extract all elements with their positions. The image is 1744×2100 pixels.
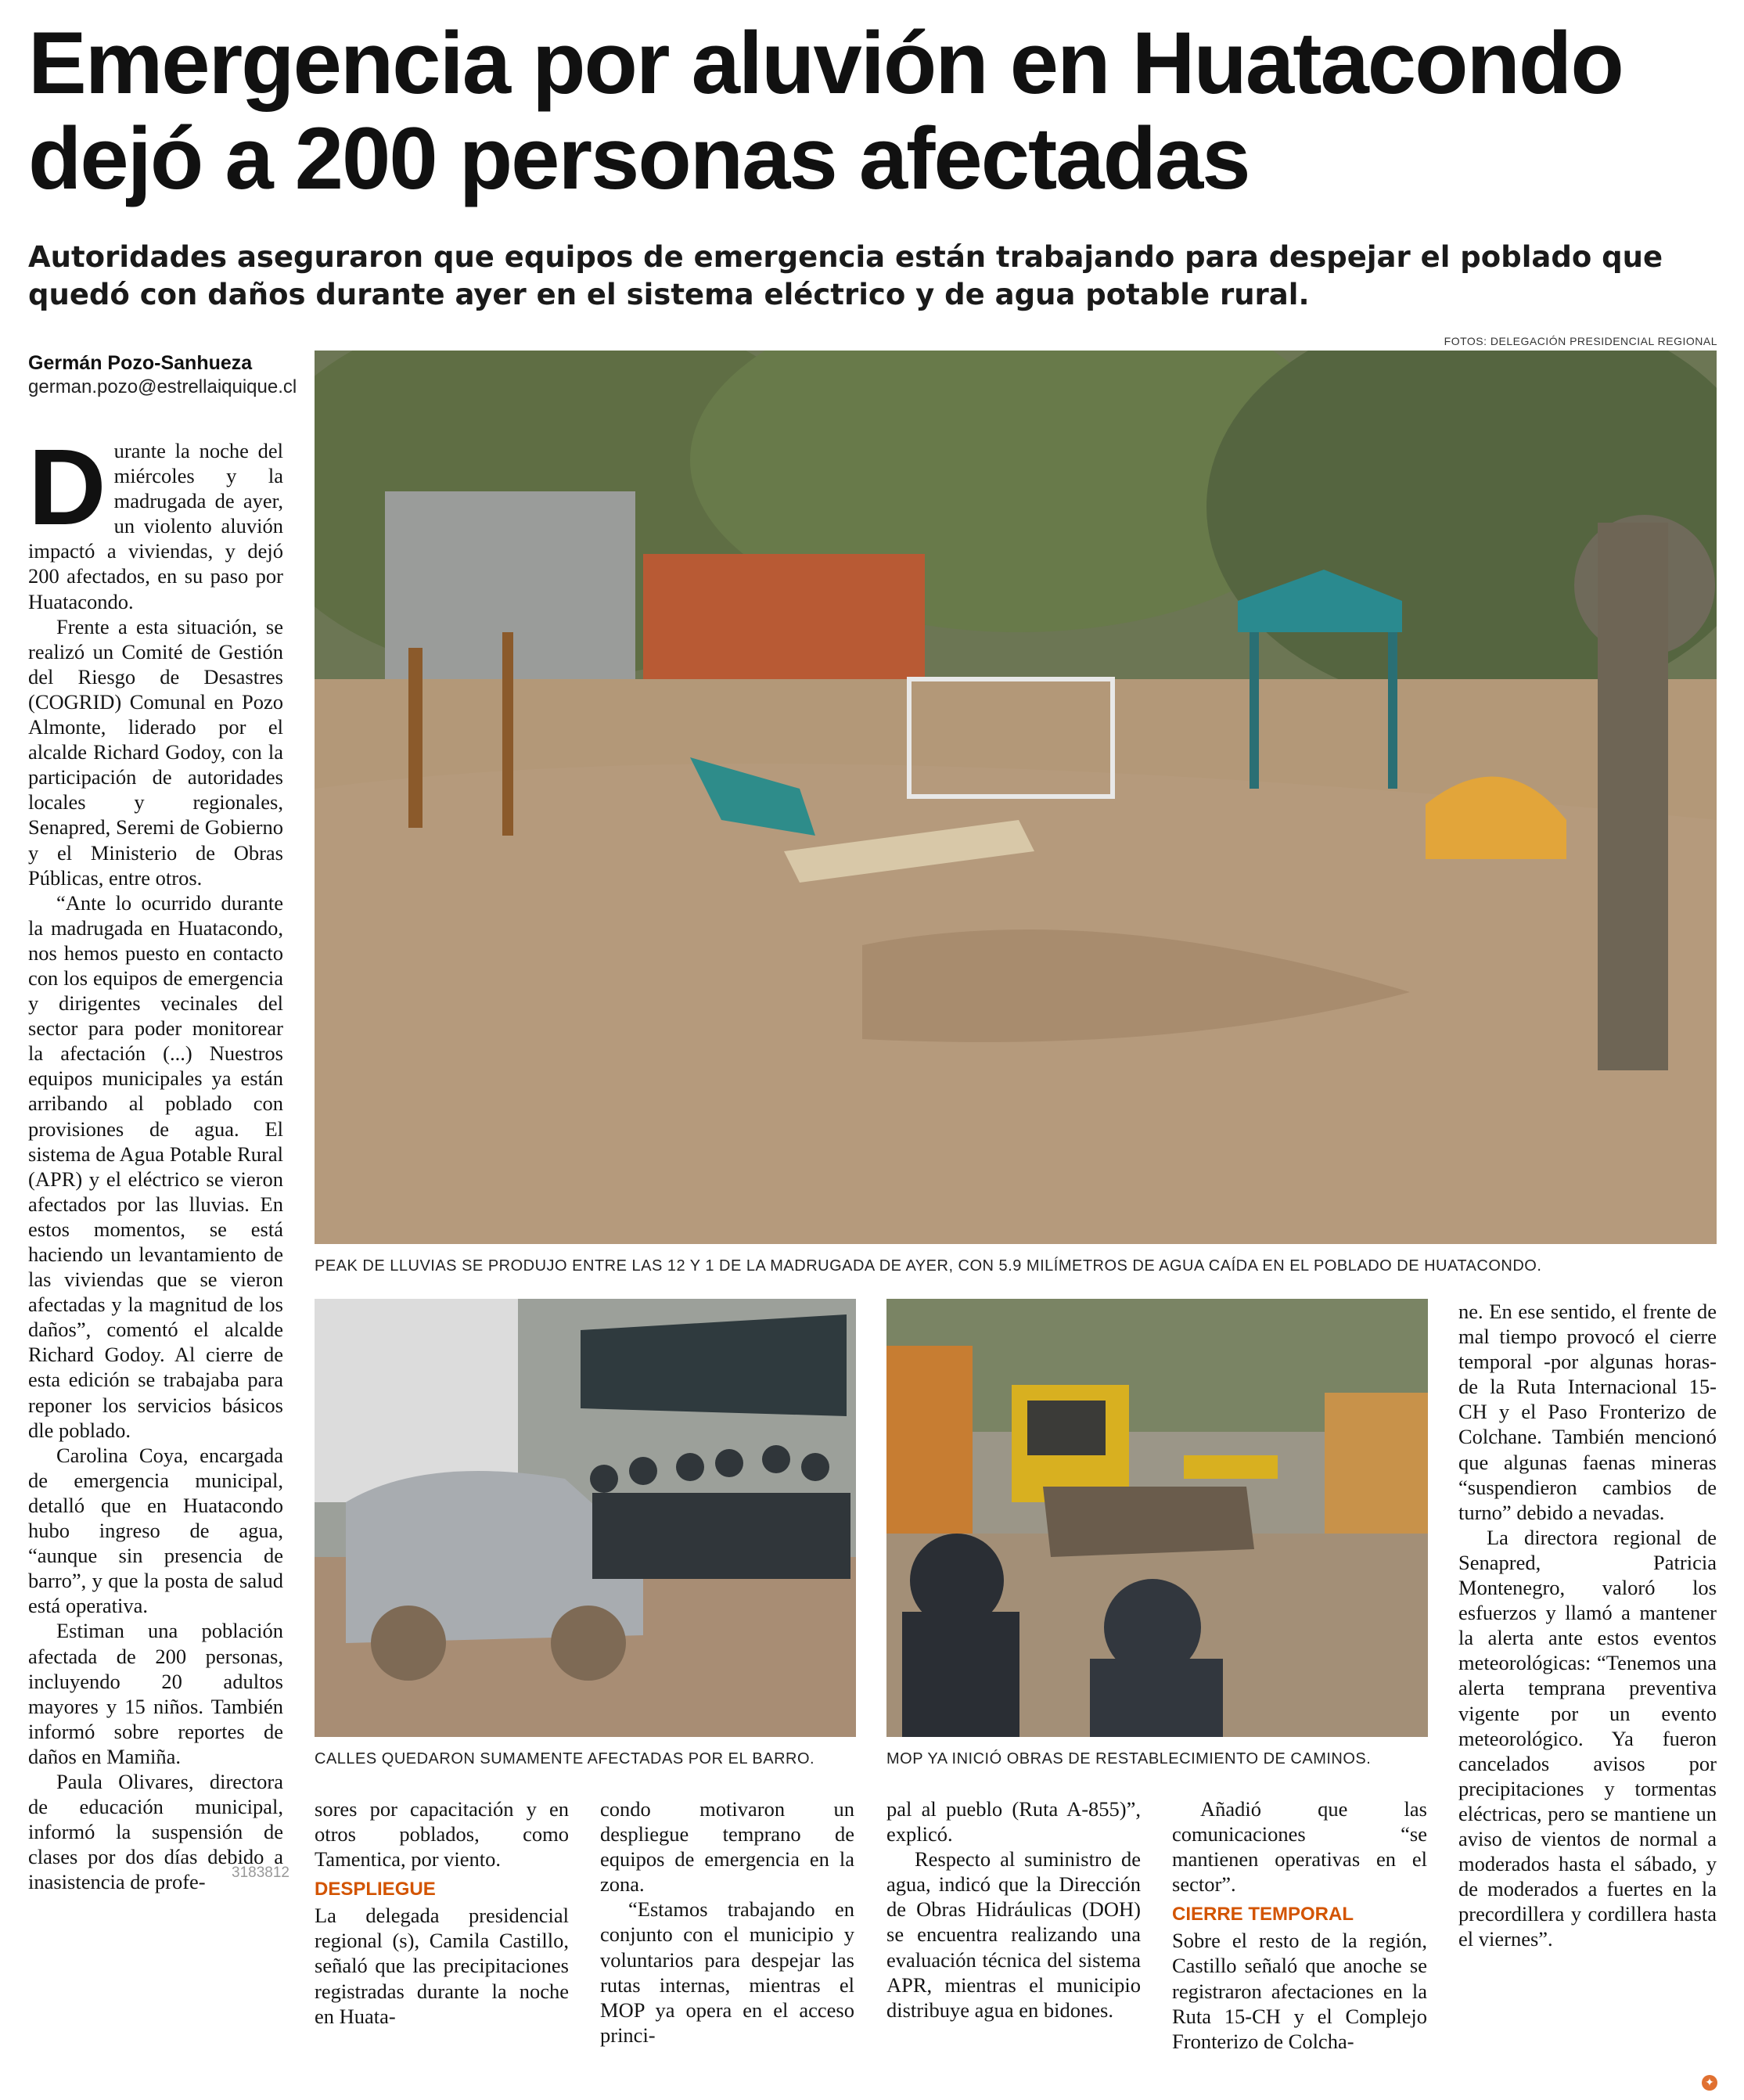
left-photo-car-mud [315, 1299, 856, 1737]
article-paragraph: Carolina Coya, encargada de emergencia municipal, detalló que en Huatacondo hubo ingreso de agua, “aunque sin presencia de barro”, y que la posta de salud está operativa. [28, 1443, 283, 1618]
section-heading-cierre-temporal: CIERRE TEMPORAL [1172, 1904, 1354, 1926]
article-paragraph: Sobre el resto de la región, Castillo señaló que anoche se registraron afectaciones en la Ruta 15-CH y el Complejo Fronterizo de Colcha- [1172, 1929, 1427, 2053]
main-photo-playground-mud [315, 351, 1717, 1244]
article-paragraph: pal al pueblo (Ruta A-855)”, explicó. [886, 1797, 1141, 1846]
left-photo-caption: CALLES QUEDARON SUMAMENTE AFECTADAS POR EL BARRO. [315, 1750, 815, 1767]
subheadline: Autoridades aseguraron que equipos de emergencia están trabajando para despejar el poblado que quedó con daños durante ayer en el sistema eléctrico y de agua potable rural. [28, 240, 1663, 311]
dropcap: D [28, 427, 106, 548]
article-paragraph: Paula Olivares, directora de educación municipal, informó la suspensión de clases por dos días debido a inasistencia de profe- [28, 1769, 283, 1894]
main-photo-illustration [315, 351, 1717, 1244]
article-paragraph: ne. En ese sentido, el frente de mal tiempo provocó el cierre temporal -por algunas horas- de la Ruta Internacional 15-CH y el Paso Fronterizo de Colchane. También mencionó que algunas faenas mineras “suspendieron cambios de turno” debido a nevadas. [1458, 1300, 1717, 1524]
article-column-1 [28, 427, 283, 1894]
author-email: german.pozo@estrellaiquique.cl [28, 376, 297, 397]
article-column-5 [1172, 1796, 1427, 2054]
byline [28, 351, 310, 399]
watermark-number: 3183812 [232, 1864, 289, 1881]
left-photo-illustration [315, 1299, 856, 1737]
article-paragraph [28, 427, 283, 614]
article-column-2 [315, 1796, 569, 2029]
article-paragraph: “Ante lo ocurrido durante la madrugada en Huatacondo, nos hemos puesto en contacto con los equipos de emergencia y dirigentes vecinales del sector para poder monitorear la afectación (...) Nuestros equipos municipales ya están arribando al poblado con provisiones de agua. El sistema de Agua Potable Rural (APR) y el eléctrico se vieron afectados por las lluvias. En estos momentos, se está haciendo un levantamiento de las viviendas que se vieron afectadas y la magnitud de los daños”, comentó el alcalde Richard Godoy. Al cierre de esta edición se trabajaba para reponer los servicios básicos dle poblado. [28, 890, 283, 1442]
author-name: Germán Pozo-Sanhueza [28, 352, 253, 374]
article-paragraph: “Estamos trabajando en conjunto con el municipio y voluntarios para despejar las rutas internas, mientras el MOP ya opera en el acceso princi- [600, 1897, 854, 2047]
paragraph-text: urante la noche del miércoles y la madrugada de ayer, un violento aluvión impactó a viviendas, y dejó 200 afectados, en su paso por Huatacondo. [28, 439, 283, 613]
article-paragraph: condo motivaron un despliegue temprano de equipos de emergencia en la zona. [600, 1797, 854, 1897]
article-paragraph: La directora regional de Senapred, Patricia Montenegro, valoró los esfuerzos y llamó a mantener la alerta ante estos eventos meteorológicas: “Tenemos una alerta temprana preventiva vigente por un evento meteorológico. Ya fueron cancelados avisos por precipitaciones y tormentas eléctricas, pero se mantiene un aviso de vientos de normal a moderados hasta el sábado, y de moderados a fuertes en la precordillera y cordillera hasta el viernes”. [1458, 1525, 1717, 1951]
article-column-3 [600, 1796, 854, 2048]
article-paragraph: Estiman una población afectada de 200 personas, incluyendo 20 adultos mayores y 15 niños. También informó sobre reportes de daños en Mamiña. [28, 1619, 283, 1768]
headline: Emergencia por aluvión en Huatacondo dejó a 200 personas afectadas [28, 14, 1623, 207]
article-paragraph: La delegada presidencial regional (s), Camila Castillo, señaló que las precipitaciones registradas durante la noche en Huata- [315, 1904, 569, 2028]
article-paragraph: Añadió que las comunicaciones “se mantienen operativas en el sector”. [1172, 1797, 1427, 1897]
article-column-6 [1458, 1299, 1717, 1951]
right-photo-caption: MOP YA INICIÓ OBRAS DE RESTABLECIMIENTO DE CAMINOS. [886, 1750, 1372, 1767]
article-paragraph: sores por capacitación y en otros poblados, como Tamentica, por viento. [315, 1797, 569, 1872]
photo-credit: FOTOS: DELEGACIÓN PRESIDENCIAL REGIONAL [1444, 335, 1717, 347]
article-paragraph: Respecto al suministro de agua, indicó que la Dirección de Obras Hidráulicas (DOH) se encuentra realizando una evaluación técnica del sistema APR, mientras el municipio distribuye agua en bidones. [886, 1847, 1141, 2022]
section-heading-despliegue: DESPLIEGUE [315, 1879, 436, 1900]
main-photo-caption: PEAK DE LLUVIAS SE PRODUJO ENTRE LAS 12 Y 1 DE LA MADRUGADA DE AYER, CON 5.9 MILÍMETROS DE AGUA CAÍDA EN EL POBLADO DE HUATACONDO. [315, 1257, 1542, 1275]
end-of-article-icon: ✦ [1702, 2075, 1717, 2091]
right-photo-excavator [886, 1299, 1428, 1737]
right-photo-illustration [886, 1299, 1428, 1737]
article-column-4 [886, 1796, 1141, 2023]
article-paragraph: Frente a esta situación, se realizó un Comité de Gestión del Riesgo de Desastres (COGRID) Comunal en Pozo Almonte, liderado por el alcalde Richard Godoy, con la participación de autoridades locales y regionales, Senapred, Seremi de Gobierno y el Ministerio de Obras Públicas, entre otros. [28, 614, 283, 890]
